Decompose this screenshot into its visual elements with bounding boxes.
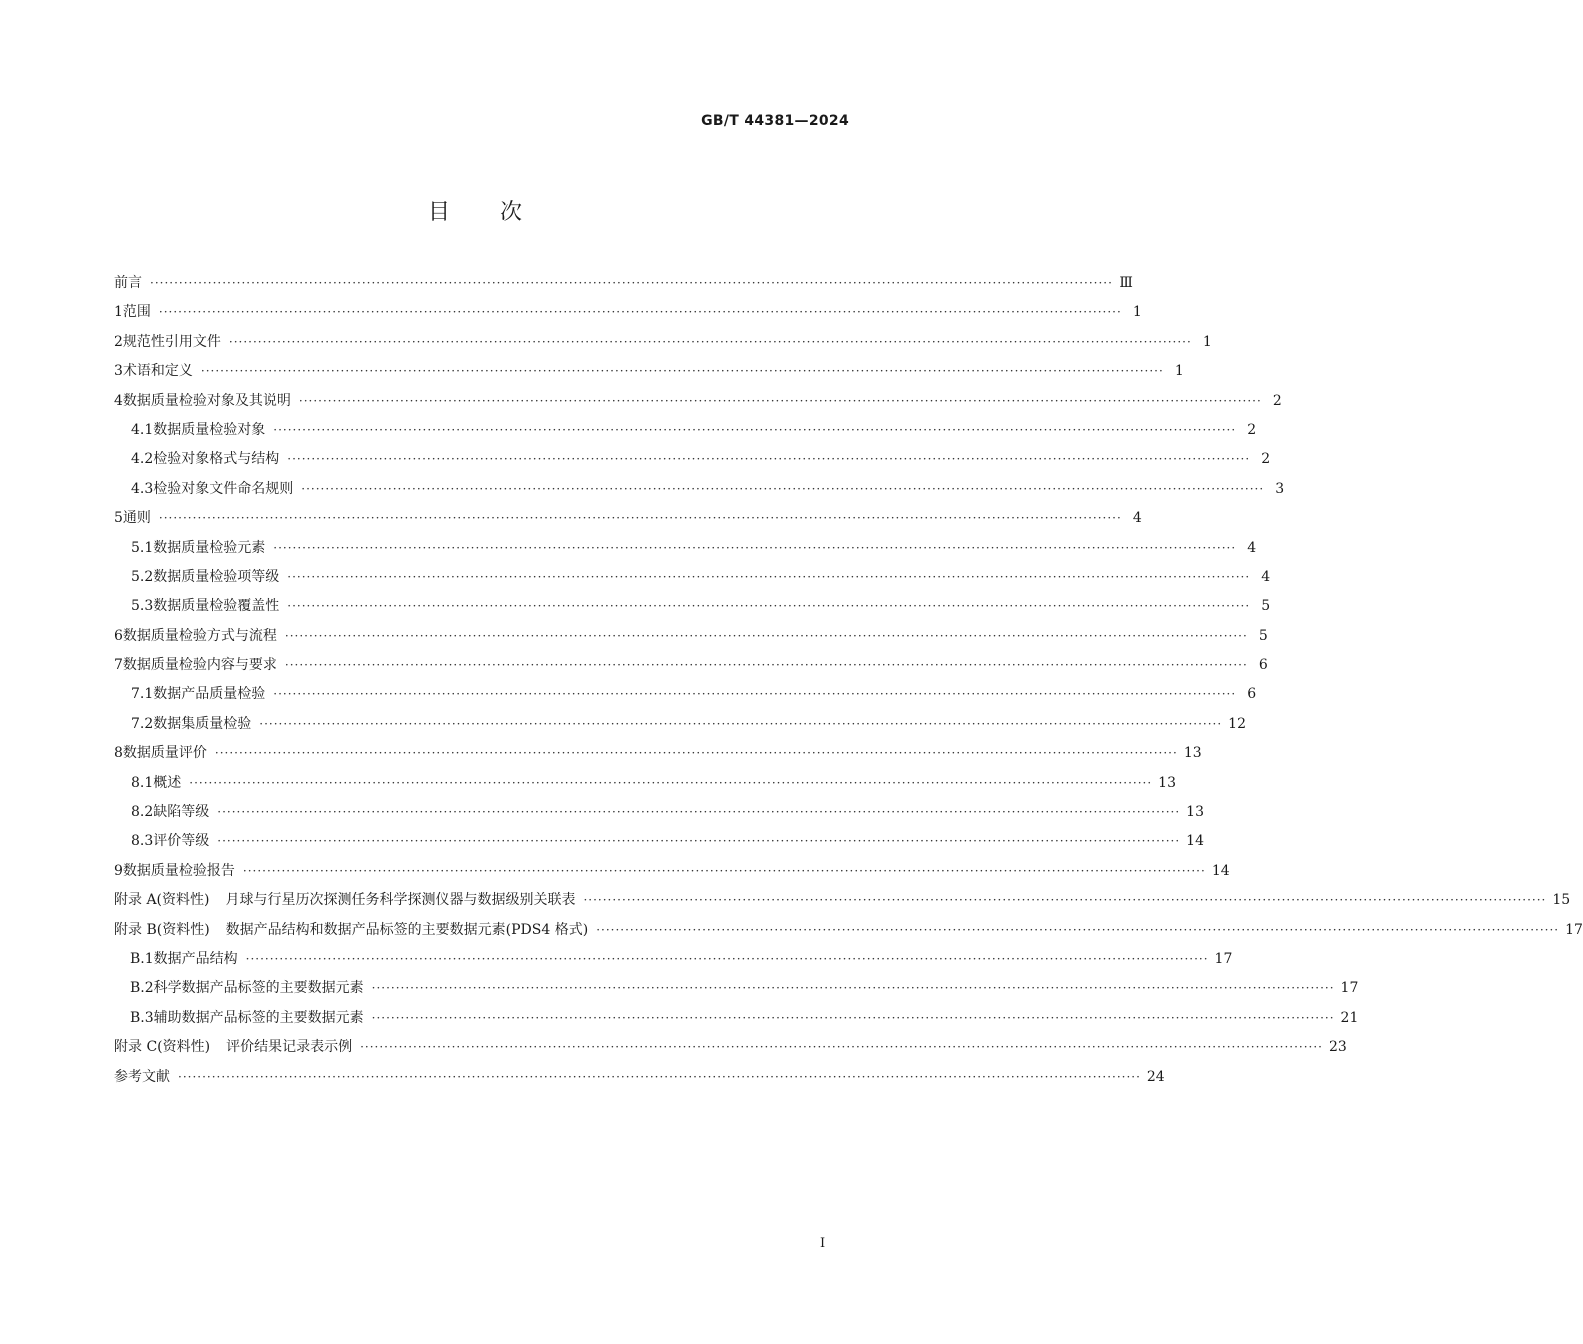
toc-entry-page: 3 [1275, 480, 1285, 497]
standard-code: GB/T 44381—2024 [701, 113, 849, 129]
toc-entry-label: 评价结果记录表示例 [226, 1039, 353, 1056]
toc-entry-number: 附录 A(资料性) [114, 892, 210, 909]
toc-entry-label: 数据产品结构和数据产品标签的主要数据元素(PDS4 格式) [225, 921, 589, 938]
toc-entry-label: 评价等级 [153, 833, 210, 850]
toc-entry-page: 2 [1272, 392, 1282, 409]
toc-entry[interactable] [114, 534, 1257, 563]
toc-entry-label: 检验对象格式与结构 [153, 451, 280, 468]
toc-entry-number: 9 [114, 862, 123, 879]
toc-entry-label: 术语和定义 [122, 363, 193, 380]
toc-leader-dots: ········································································································································································································ [371, 1010, 1335, 1025]
toc-entry-page: 14 [1186, 833, 1204, 850]
toc-entry[interactable] [114, 739, 1202, 768]
toc-entry-number: 3 [114, 363, 123, 380]
toc-entry[interactable] [114, 769, 1176, 798]
toc-entry-number: B.1 [130, 950, 154, 967]
toc-entry-number: 6 [114, 627, 123, 644]
toc-entry-number: 附录 C(资料性) [114, 1039, 211, 1056]
toc-entry-page: 21 [1340, 1009, 1359, 1026]
toc-entry-number: 8 [114, 745, 123, 762]
toc-entry-label: 数据质量检验元素 [153, 539, 266, 556]
toc-entry-label: 月球与行星历次探测任务科学探测仪器与数据级别关联表 [225, 892, 576, 909]
toc-entry-label: 数据产品结构 [153, 950, 238, 967]
toc-entry[interactable] [114, 328, 1212, 357]
toc-entry-page: Ⅲ [1119, 275, 1133, 291]
toc-entry[interactable] [114, 504, 1142, 533]
toc-entry-number: 7.1 [131, 686, 154, 703]
toc-leader-dots: ········································································································································································································ [245, 951, 1209, 966]
toc-leader-dots: ········································································································································································································ [301, 481, 1265, 496]
toc-leader-dots: ········································································································································································································ [178, 1069, 1141, 1084]
toc-entry[interactable] [114, 1004, 1359, 1033]
toc-entry[interactable] [114, 798, 1204, 827]
toc-entry-page: 5 [1258, 627, 1268, 644]
toc-leader-dots: ········································································································································································································ [200, 364, 1164, 379]
toc-entry-number: 7 [114, 657, 123, 674]
toc-entry-number: B.3 [130, 1009, 154, 1026]
toc-entry-label: 数据集质量检验 [153, 715, 252, 732]
toc-entry-label: 数据产品质量检验 [153, 686, 266, 703]
toc-leader-dots: ········································································································································································································ [217, 805, 1181, 820]
toc-entry-label: 前言 [114, 275, 142, 291]
toc-entry-page: 13 [1186, 804, 1204, 821]
page-number: Ⅰ [820, 1236, 826, 1251]
toc-leader-dots: ········································································································································································································ [583, 893, 1547, 908]
toc-entry-number: 附录 B(资料性) [114, 921, 210, 938]
toc-entry[interactable] [114, 827, 1204, 856]
toc-entry[interactable] [114, 1033, 1347, 1062]
toc-leader-dots: ········································································································································································································ [284, 628, 1248, 643]
toc-leader-dots: ········································································································································································································ [287, 452, 1251, 467]
toc-entry-page: 4 [1247, 539, 1257, 556]
toc-entry[interactable] [114, 680, 1257, 709]
toc-leader-dots: ········································································································································································································ [259, 716, 1223, 731]
toc-entry-number: 1 [114, 304, 123, 321]
toc-entry-label: 科学数据产品标签的主要数据元素 [153, 980, 364, 997]
toc-entry-number: 2 [114, 333, 123, 350]
toc-entry-page: 1 [1132, 304, 1142, 321]
toc-entry[interactable] [114, 269, 1133, 298]
toc-leader-dots: ········································································································································································································ [287, 599, 1251, 614]
toc-entry-label: 概述 [153, 774, 182, 791]
toc-entry-page: 17 [1214, 950, 1233, 967]
toc-leader-dots: ········································································································································································································ [596, 922, 1560, 937]
toc-entry[interactable] [114, 445, 1271, 474]
toc-entry-number: 8.1 [131, 774, 154, 791]
toc-entry[interactable] [114, 1063, 1165, 1092]
toc-entry-number: 4.2 [131, 451, 154, 468]
toc-leader-dots: ········································································································································································································ [287, 569, 1251, 584]
toc-entry[interactable] [114, 974, 1359, 1003]
table-of-contents [114, 269, 1583, 1092]
toc-entry-label: 数据质量评价 [122, 745, 207, 762]
toc-entry[interactable] [114, 475, 1285, 504]
toc-entry-label: 数据质量检验覆盖性 [153, 598, 280, 615]
toc-entry[interactable] [114, 710, 1246, 739]
toc-entry-page: 13 [1158, 774, 1176, 791]
toc-entry-page: 2 [1247, 421, 1257, 438]
toc-entry-page: 1 [1174, 363, 1184, 380]
toc-entry-page: 6 [1247, 686, 1257, 703]
toc-leader-dots: ········································································································································································································ [228, 334, 1192, 349]
toc-leader-dots: ········································································································································································································ [189, 775, 1153, 790]
toc-entry-page: 13 [1183, 745, 1202, 762]
toc-entry-label: 数据质量检验对象 [153, 421, 266, 438]
toc-entry[interactable] [114, 298, 1142, 327]
toc-entry-label: 范围 [122, 304, 151, 321]
toc-entry[interactable] [114, 416, 1257, 445]
toc-entry-page: 4 [1132, 510, 1142, 527]
toc-entry[interactable] [114, 857, 1230, 886]
toc-entry-page: 1 [1202, 333, 1212, 350]
toc-entry-label: 通则 [122, 510, 151, 527]
toc-entry[interactable] [114, 651, 1268, 680]
toc-entry-label: 参考文献 [114, 1068, 170, 1085]
toc-entry-page: 6 [1258, 657, 1268, 674]
toc-entry-label: 缺陷等级 [153, 804, 210, 821]
toc-entry-page: 12 [1228, 715, 1246, 732]
toc-entry-number: 5.3 [131, 598, 154, 615]
toc-entry-label: 数据质量检验对象及其说明 [122, 392, 291, 409]
toc-entry-number: 4.1 [131, 421, 154, 438]
toc-leader-dots: ········································································································································································································ [158, 305, 1122, 320]
toc-entry-label: 数据质量检验报告 [122, 862, 235, 879]
toc-entry-label: 规范性引用文件 [122, 333, 221, 350]
toc-entry-number: 7.2 [131, 715, 154, 732]
toc-leader-dots: ········································································································································································································ [298, 393, 1262, 408]
toc-entry-page: 14 [1211, 862, 1230, 879]
toc-leader-dots: ········································································································································································································ [150, 276, 1113, 290]
toc-leader-dots: ········································································································································································································ [158, 511, 1122, 526]
toc-entry-page: 23 [1328, 1039, 1347, 1056]
toc-entry-page: 5 [1261, 598, 1271, 615]
toc-entry[interactable] [114, 563, 1271, 592]
toc-entry-page: 4 [1261, 568, 1271, 585]
toc-entry-number: 8.2 [131, 804, 154, 821]
toc-entry[interactable] [114, 622, 1268, 651]
toc-entry[interactable] [114, 886, 1571, 915]
toc-entry-number: 4.3 [131, 480, 154, 497]
toc-entry-label: 辅助数据产品标签的主要数据元素 [153, 1009, 364, 1026]
toc-entry-page: 17 [1340, 980, 1359, 997]
toc-leader-dots: ········································································································································································································ [371, 981, 1335, 996]
toc-entry-number: 5.1 [131, 539, 154, 556]
toc-entry[interactable] [114, 357, 1184, 386]
toc-leader-dots: ········································································································································································································ [273, 422, 1237, 437]
toc-leader-dots: ········································································································································································································ [273, 540, 1237, 555]
toc-leader-dots: ········································································································································································································ [214, 746, 1178, 761]
toc-entry[interactable] [114, 916, 1583, 945]
toc-entry-page: 15 [1552, 892, 1571, 909]
toc-entry-label: 数据质量检验内容与要求 [122, 657, 277, 674]
toc-entry-label: 数据质量检验项等级 [153, 568, 280, 585]
toc-leader-dots: ········································································································································································································ [217, 834, 1181, 849]
toc-entry-number: B.2 [130, 980, 154, 997]
toc-entry[interactable] [114, 592, 1271, 621]
toc-entry[interactable] [114, 387, 1282, 416]
toc-leader-dots: ········································································································································································································ [273, 687, 1237, 702]
toc-leader-dots: ········································································································································································································ [360, 1040, 1323, 1055]
toc-entry-page: 17 [1565, 921, 1583, 938]
toc-leader-dots: ········································································································································································································ [242, 863, 1206, 878]
toc-entry-number: 4 [114, 392, 123, 409]
toc-entry-label: 数据质量检验方式与流程 [122, 627, 277, 644]
toc-entry-number: 5 [114, 510, 123, 527]
toc-leader-dots: ········································································································································································································ [284, 658, 1248, 673]
toc-entry-page: 24 [1146, 1068, 1165, 1085]
page-title: 目次 [427, 200, 572, 225]
toc-entry-page: 2 [1261, 451, 1271, 468]
toc-entry-number: 5.2 [131, 568, 154, 585]
toc-entry-number: 8.3 [131, 833, 154, 850]
toc-entry[interactable] [114, 945, 1233, 974]
toc-entry-label: 检验对象文件命名规则 [153, 480, 294, 497]
